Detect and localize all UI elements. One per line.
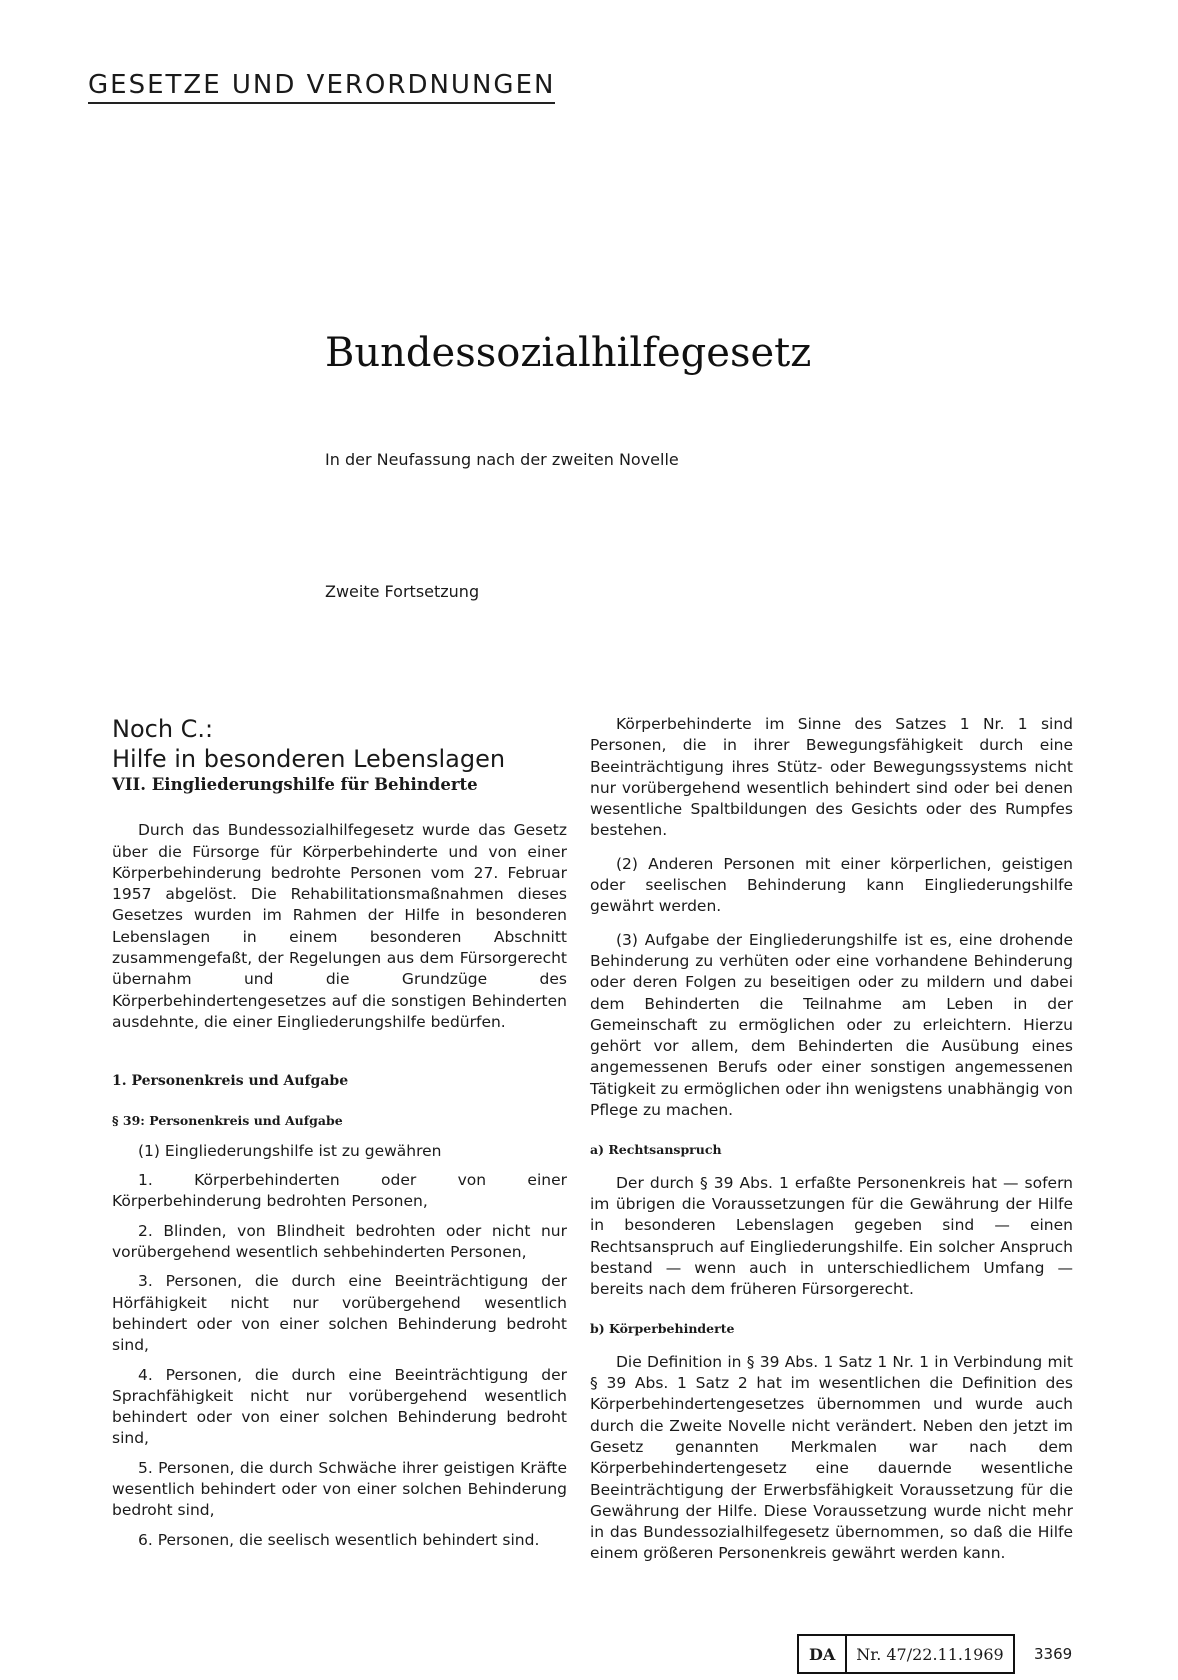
list-item: 2. Blinden, von Blindheit bedrohten oder nicht nur vorübergehend wesentlich sehbehinderten Personen,	[112, 1221, 567, 1262]
issue-box	[797, 1634, 1015, 1674]
intro-paragraph: Durch das Bundessozialhilfegesetz wurde das Gesetz über die Fürsorge für Körperbehinderte und von einer Körperbehinderung bedrohte Personen vom 27. Februar 1957 abgelöst. Die Rehabilitationsmaßnahmen dieses Gesetzes wurden im Rahmen der Hilfe in besonderen Lebenslagen in einem besonderen Abschnitt zusammengefaßt, der Regelungen aus dem Fürsorgerecht übernahm und die Grundzüge des Körperbehindertengesetzes auf die sonstigen Behinderten ausdehnte, die einer Eingliederungshilfe bedürfen.	[112, 821, 567, 1031]
page-title: Bundessozialhilfegesetz	[325, 330, 812, 376]
paragraph-text: (1) Eingliederungshilfe ist zu gewähren	[138, 1141, 442, 1160]
chapter-heading: VII. Eingliederungshilfe für Behinderte	[112, 775, 478, 794]
list-item: 4. Personen, die durch eine Beeinträchtigung der Sprachfähigkeit nicht nur vorübergehend wesentlich behindert oder von einer solchen Behinderung bedroht sind,	[112, 1365, 567, 1448]
page-number: 3369	[1034, 1645, 1073, 1663]
subtitle: In der Neufassung nach der zweiten Novelle	[325, 450, 679, 469]
continuation-note: Zweite Fortsetzung	[325, 582, 480, 601]
journal-logo: DA	[799, 1636, 847, 1672]
paragraph-heading: § 39: Personenkreis und Aufgabe	[112, 1112, 343, 1128]
right-column	[590, 714, 1073, 1565]
section-heading: GESETZE UND VERORDNUNGEN	[88, 68, 555, 104]
subsection-heading: a) Rechtsanspruch	[590, 1142, 722, 1158]
part-heading-line1: Noch C.:	[112, 715, 214, 743]
subsection-heading: 1. Personenkreis und Aufgabe	[112, 1073, 349, 1090]
definition-paragraph: Körperbehinderte im Sinne des Satzes 1 Nr. 1 sind Personen, die in ihrer Bewegungsfähigkeit durch eine Beeinträchtigung ihres Stütz- oder Bewegungssystems nicht nur vorübergehend wesentlich behindert sind oder bei denen wesentliche Spaltbildungen des Gesichts oder des Rumpfes bestehen.	[590, 715, 1073, 840]
list-item: 1. Körperbehinderten oder von einer Körperbehinderung bedrohten Personen,	[112, 1171, 567, 1211]
list-item: 5. Personen, die durch Schwäche ihrer geistigen Kräfte wesentlich behindert oder von einer solchen Behinderung bedroht sind,	[112, 1458, 567, 1520]
subsection-heading: b) Körperbehinderte	[590, 1321, 735, 1337]
issue-number: Nr. 47/22.11.1969	[856, 1644, 1004, 1664]
paragraph-text: Die Definition in § 39 Abs. 1 Satz 1 Nr. 1 in Verbindung mit § 39 Abs. 1 Satz 2 hat im wesentlichen die Definition des Körperbehindertengesetzes übernommen und wurde auch durch die Zweite Novelle nicht verändert. Neben den jetzt im Gesetz genannten Merkmalen war nach dem Körperbehindertengesetz eine dauernde wesentliche Beeinträchtigung der Erwerbsfähigkeit Voraussetzung für die Gewährung der Hilfe. Diese Voraussetzung wurde nicht mehr in das Bundessozialhilfegesetz übernommen, so daß die Hilfe einem größeren Personenkreis gewährt werden kann.	[590, 1352, 1073, 1563]
paragraph-text: (2) Anderen Personen mit einer körperlichen, geistigen oder seelischen Behinderung kann Eingliederungshilfe gewährt werden.	[590, 854, 1073, 916]
list-item: 3. Personen, die durch eine Beeinträchtigung der Hörfähigkeit nicht nur vorübergehend wesentlich behindert oder von einer solchen Behinderung bedroht sind,	[112, 1272, 567, 1355]
part-heading-line2: Hilfe in besonderen Lebenslagen	[112, 745, 506, 773]
list-item: 6. Personen, die seelisch wesentlich behindert sind.	[138, 1530, 540, 1549]
paragraph-text: Der durch § 39 Abs. 1 erfaßte Personenkreis hat — sofern im übrigen die Voraussetzungen für die Gewährung der Hilfe in besonderen Lebenslagen gegeben sind — einen Rechtsanspruch auf Eingliederungshilfe. Ein solcher Anspruch bestand — wenn auch in unterschiedlichem Umfang — bereits nach dem früheren Fürsorgerecht.	[590, 1173, 1073, 1299]
left-column	[112, 714, 567, 1551]
paragraph-text: (3) Aufgabe der Eingliederungshilfe ist es, eine drohende Behinderung zu verhüten oder eine vorhandene Behinderung oder deren Folgen zu beseitigen oder zu mildern und dabei dem Behinderten die Teilnahme am Leben in der Gemeinschaft zu ermöglichen oder zu erleichtern. Hierzu gehört vor allem, dem Behinderten die Ausübung eines angemessenen Berufs oder einer sonstigen angemessenen Tätigkeit zu ermöglichen oder ihn wenigstens unabhängig von Pflege zu machen.	[590, 930, 1073, 1120]
